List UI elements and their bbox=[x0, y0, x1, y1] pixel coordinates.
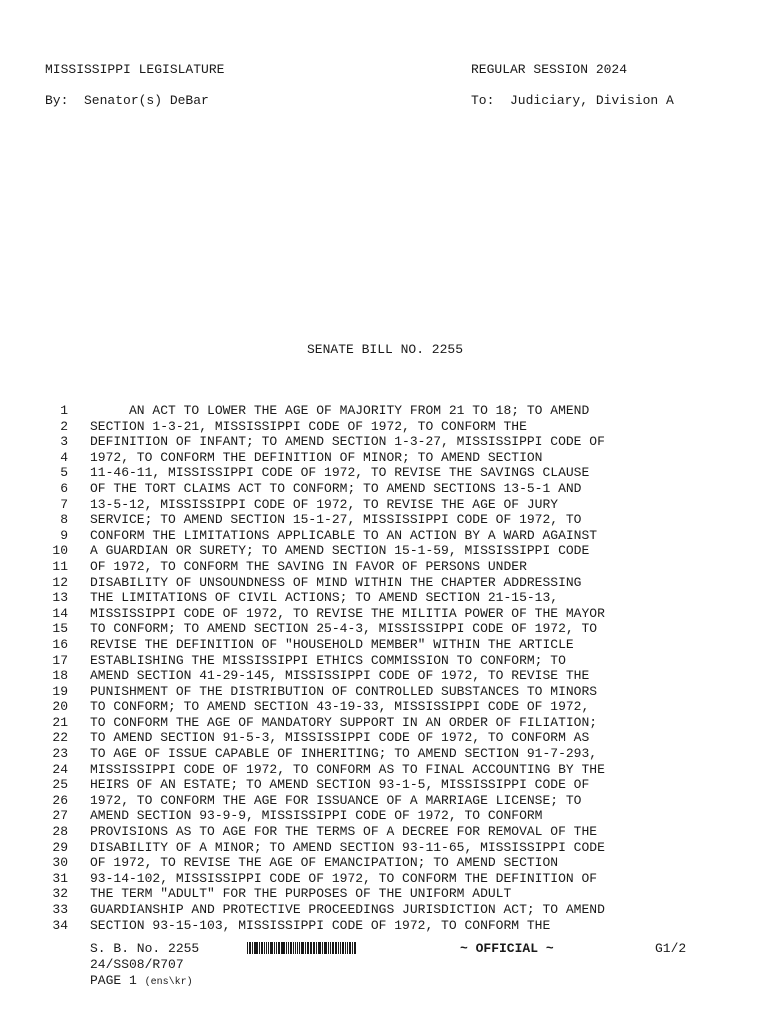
line-number: 2 bbox=[60, 418, 68, 434]
barcode-bar bbox=[264, 942, 265, 954]
barcode-bar bbox=[270, 942, 273, 954]
bill-line bbox=[0, 575, 770, 591]
line-number: 19 bbox=[52, 683, 68, 699]
barcode-bar bbox=[324, 942, 325, 954]
bill-line bbox=[0, 808, 770, 824]
barcode-bar bbox=[311, 942, 312, 954]
barcode-bar bbox=[342, 942, 344, 954]
line-text: TO AGE OF ISSUE CAPABLE OF INHERITING; TO AMEND SECTION 91-7-293, bbox=[90, 746, 598, 762]
line-number: 27 bbox=[52, 808, 68, 824]
bill-line bbox=[0, 793, 770, 809]
page-group-indicator: G1/2 bbox=[655, 941, 687, 956]
bill-line bbox=[0, 871, 770, 887]
barcode-bar bbox=[299, 942, 300, 954]
line-number: 26 bbox=[52, 792, 68, 808]
legislature-name: MISSISSIPPI LEGISLATURE bbox=[45, 62, 225, 77]
line-number: 8 bbox=[60, 512, 68, 528]
line-text: 93-14-102, MISSISSIPPI CODE OF 1972, TO CONFORM THE DEFINITION OF bbox=[90, 870, 598, 886]
bill-line bbox=[0, 419, 770, 435]
barcode-bar bbox=[278, 942, 280, 954]
bill-line bbox=[0, 762, 770, 778]
line-number: 13 bbox=[52, 590, 68, 606]
bill-line bbox=[0, 918, 770, 934]
line-number: 23 bbox=[52, 746, 68, 762]
bill-title: SENATE BILL NO. 2255 bbox=[306, 342, 464, 357]
barcode-bar bbox=[282, 942, 285, 954]
line-text: TO AMEND SECTION 91-5-3, MISSISSIPPI CODE OF 1972, TO CONFORM AS bbox=[90, 730, 590, 746]
barcode-bar bbox=[316, 942, 317, 954]
line-number: 31 bbox=[52, 870, 68, 886]
line-number: 30 bbox=[52, 855, 68, 871]
line-text: ESTABLISHING THE MISSISSIPPI ETHICS COMMISSION TO CONFORM; TO bbox=[90, 652, 566, 668]
line-number: 20 bbox=[52, 699, 68, 715]
line-number: 4 bbox=[60, 449, 68, 465]
line-number: 18 bbox=[52, 668, 68, 684]
barcode-bar bbox=[310, 942, 311, 954]
line-number: 29 bbox=[52, 839, 68, 855]
barcode-bar bbox=[335, 942, 338, 954]
barcode-bar bbox=[266, 942, 267, 954]
line-text: TO CONFORM; TO AMEND SECTION 43-19-33, MISSISSIPPI CODE OF 1972, bbox=[90, 699, 590, 715]
bill-line bbox=[0, 855, 770, 871]
committee-line: To: Judiciary, Division A bbox=[471, 93, 674, 108]
line-text: DISABILITY OF A MINOR; TO AMEND SECTION 93-11-65, MISSISSIPPI CODE bbox=[90, 839, 605, 855]
line-text: OF 1972, TO REVISE THE AGE OF EMANCIPATION; TO AMEND SECTION bbox=[90, 855, 559, 871]
barcode-bar bbox=[328, 942, 329, 954]
bill-line bbox=[0, 621, 770, 637]
barcode-bar bbox=[347, 942, 348, 954]
line-text: THE TERM "ADULT" FOR THE PURPOSES OF THE UNIFORM ADULT bbox=[90, 886, 512, 902]
line-text: CONFORM THE LIMITATIONS APPLICABLE TO AN ACTION BY A WARD AGAINST bbox=[90, 527, 598, 543]
line-number: 7 bbox=[60, 496, 68, 512]
line-text: THE LIMITATIONS OF CIVIL ACTIONS; TO AMEND SECTION 21-15-13, bbox=[90, 590, 559, 606]
barcode-bar bbox=[254, 942, 255, 954]
bill-text bbox=[0, 403, 770, 933]
bill-line bbox=[0, 653, 770, 669]
bill-line bbox=[0, 512, 770, 528]
barcode-bar bbox=[259, 942, 260, 954]
bill-line bbox=[0, 434, 770, 450]
barcode-bar bbox=[261, 942, 263, 954]
barcode-bar bbox=[293, 942, 294, 954]
barcode-bar bbox=[322, 942, 323, 954]
barcode-bar bbox=[307, 942, 309, 954]
line-number: 16 bbox=[52, 636, 68, 652]
line-text: PUNISHMENT OF THE DISTRIBUTION OF CONTROLLED SUBSTANCES TO MINORS bbox=[90, 683, 598, 699]
line-text: SERVICE; TO AMEND SECTION 15-1-27, MISSISSIPPI CODE OF 1972, TO bbox=[90, 512, 582, 528]
bill-line bbox=[0, 450, 770, 466]
line-number: 3 bbox=[60, 434, 68, 450]
barcode-bar bbox=[255, 942, 258, 954]
barcode-bar bbox=[325, 942, 327, 954]
bill-line bbox=[0, 465, 770, 481]
line-text: TO CONFORM THE AGE OF MANDATORY SUPPORT IN AN ORDER OF FILIATION; bbox=[90, 714, 598, 730]
barcode-bar bbox=[349, 942, 352, 954]
line-number: 32 bbox=[52, 886, 68, 902]
line-number: 6 bbox=[60, 480, 68, 496]
barcode-bar bbox=[318, 942, 321, 954]
barcode-bar bbox=[352, 942, 353, 954]
line-number: 10 bbox=[52, 543, 68, 559]
line-text: TO CONFORM; TO AMEND SECTION 25-4-3, MISSISSIPPI CODE OF 1972, TO bbox=[90, 621, 598, 637]
barcode-bar bbox=[305, 942, 306, 954]
line-text: GUARDIANSHIP AND PROTECTIVE PROCEEDINGS JURISDICTION ACT; TO AMEND bbox=[90, 902, 605, 917]
line-text: PROVISIONS AS TO AGE FOR THE TERMS OF A DECREE FOR REMOVAL OF THE bbox=[90, 824, 598, 840]
official-label: ~ OFFICIAL ~ bbox=[460, 941, 554, 956]
line-text: MISSISSIPPI CODE OF 1972, TO REVISE THE MILITIA POWER OF THE MAYOR bbox=[90, 605, 605, 621]
bill-line bbox=[0, 606, 770, 622]
barcode-bar bbox=[297, 942, 298, 954]
typist-initials: (ens\kr) bbox=[144, 977, 193, 988]
line-text: 1972, TO CONFORM THE DEFINITION OF MINOR; TO AMEND SECTION bbox=[90, 449, 543, 465]
bill-line bbox=[0, 699, 770, 715]
line-text: A GUARDIAN OR SURETY; TO AMEND SECTION 15-1-59, MISSISSIPPI CODE bbox=[90, 543, 590, 559]
line-text: DISABILITY OF UNSOUNDNESS OF MIND WITHIN THE CHAPTER ADDRESSING bbox=[90, 574, 582, 590]
line-number: 5 bbox=[60, 465, 68, 481]
barcode-bar bbox=[295, 942, 297, 954]
barcode-image bbox=[247, 942, 357, 954]
barcode-bar bbox=[274, 942, 275, 954]
session-label: REGULAR SESSION 2024 bbox=[471, 62, 628, 77]
line-text: SECTION 93-15-103, MISSISSIPPI CODE OF 1972, TO CONFORM THE bbox=[90, 917, 551, 933]
line-text: AMEND SECTION 93-9-9, MISSISSIPPI CODE OF 1972, TO CONFORM bbox=[90, 808, 543, 824]
footer-page-number bbox=[90, 973, 193, 988]
barcode-bar bbox=[340, 942, 341, 954]
line-text: OF THE TORT CLAIMS ACT TO CONFORM; TO AMEND SECTIONS 13-5-1 AND bbox=[90, 480, 582, 496]
line-text: AMEND SECTION 41-29-145, MISSISSIPPI CODE OF 1972, TO REVISE THE bbox=[90, 668, 590, 684]
line-number: 33 bbox=[52, 902, 68, 917]
line-number: 1 bbox=[60, 403, 68, 418]
barcode-bar bbox=[286, 942, 287, 954]
bill-line bbox=[0, 590, 770, 606]
bill-line bbox=[0, 824, 770, 840]
barcode-bar bbox=[281, 942, 282, 954]
line-text: OF 1972, TO CONFORM THE SAVING IN FAVOR OF PERSONS UNDER bbox=[90, 558, 527, 574]
line-number: 12 bbox=[52, 574, 68, 590]
bill-line bbox=[0, 403, 770, 419]
barcode-bar bbox=[249, 942, 251, 954]
bill-line bbox=[0, 840, 770, 856]
line-text: SECTION 1-3-21, MISSISSIPPI CODE OF 1972, TO CONFORM THE bbox=[90, 418, 527, 434]
barcode-bar bbox=[330, 942, 331, 954]
page-label: PAGE 1 bbox=[90, 973, 137, 988]
barcode-bar bbox=[288, 942, 289, 954]
bill-line bbox=[0, 481, 770, 497]
line-text: AN ACT TO LOWER THE AGE OF MAJORITY FROM 21 TO 18; TO AMEND bbox=[90, 403, 590, 418]
line-number: 25 bbox=[52, 777, 68, 793]
line-number: 34 bbox=[52, 917, 68, 933]
bill-line bbox=[0, 684, 770, 700]
bill-line bbox=[0, 715, 770, 731]
line-text: DEFINITION OF INFANT; TO AMEND SECTION 1-3-27, MISSISSIPPI CODE OF bbox=[90, 434, 605, 450]
bill-line bbox=[0, 637, 770, 653]
line-text: REVISE THE DEFINITION OF "HOUSEHOLD MEMBER" WITHIN THE ARTICLE bbox=[90, 636, 574, 652]
bill-line bbox=[0, 559, 770, 575]
line-number: 9 bbox=[60, 527, 68, 543]
bill-line bbox=[0, 497, 770, 513]
bill-line bbox=[0, 730, 770, 746]
footer-bill-number: S. B. No. 2255 bbox=[90, 941, 200, 956]
bill-line bbox=[0, 668, 770, 684]
line-number: 17 bbox=[52, 652, 68, 668]
barcode-bar bbox=[252, 942, 253, 954]
barcode-bar bbox=[332, 942, 334, 954]
line-text: 11-46-11, MISSISSIPPI CODE OF 1972, TO REVISE THE SAVINGS CLAUSE bbox=[90, 465, 590, 481]
bill-line bbox=[0, 746, 770, 762]
line-number: 24 bbox=[52, 761, 68, 777]
line-number: 22 bbox=[52, 730, 68, 746]
bill-line bbox=[0, 902, 770, 918]
line-number: 15 bbox=[52, 621, 68, 637]
line-number: 11 bbox=[52, 558, 68, 574]
bill-line bbox=[0, 528, 770, 544]
line-text: 1972, TO CONFORM THE AGE FOR ISSUANCE OF A MARRIAGE LICENSE; TO bbox=[90, 792, 582, 808]
line-text: HEIRS OF AN ESTATE; TO AMEND SECTION 93-1-5, MISSISSIPPI CODE OF bbox=[90, 777, 590, 793]
barcode-bar bbox=[338, 942, 339, 954]
line-number: 28 bbox=[52, 824, 68, 840]
line-text: MISSISSIPPI CODE OF 1972, TO CONFORM AS TO FINAL ACCOUNTING BY THE bbox=[90, 761, 605, 777]
sponsor-line: By: Senator(s) DeBar bbox=[45, 93, 209, 108]
barcode-bar bbox=[301, 942, 304, 954]
barcode-bar bbox=[313, 942, 315, 954]
line-number: 21 bbox=[52, 714, 68, 730]
barcode-bar bbox=[290, 942, 292, 954]
footer-draft-code: 24/SS08/R707 bbox=[90, 957, 184, 972]
barcode-bar bbox=[276, 942, 277, 954]
line-text: 13-5-12, MISSISSIPPI CODE OF 1972, TO REVISE THE AGE OF JURY bbox=[90, 496, 559, 512]
bill-line bbox=[0, 777, 770, 793]
bill-line bbox=[0, 886, 770, 902]
barcode-bar bbox=[268, 942, 270, 954]
line-number: 14 bbox=[52, 605, 68, 621]
barcode-bar bbox=[247, 942, 248, 954]
barcode-bar bbox=[345, 942, 346, 954]
bill-line bbox=[0, 543, 770, 559]
barcode-bar bbox=[354, 942, 356, 954]
